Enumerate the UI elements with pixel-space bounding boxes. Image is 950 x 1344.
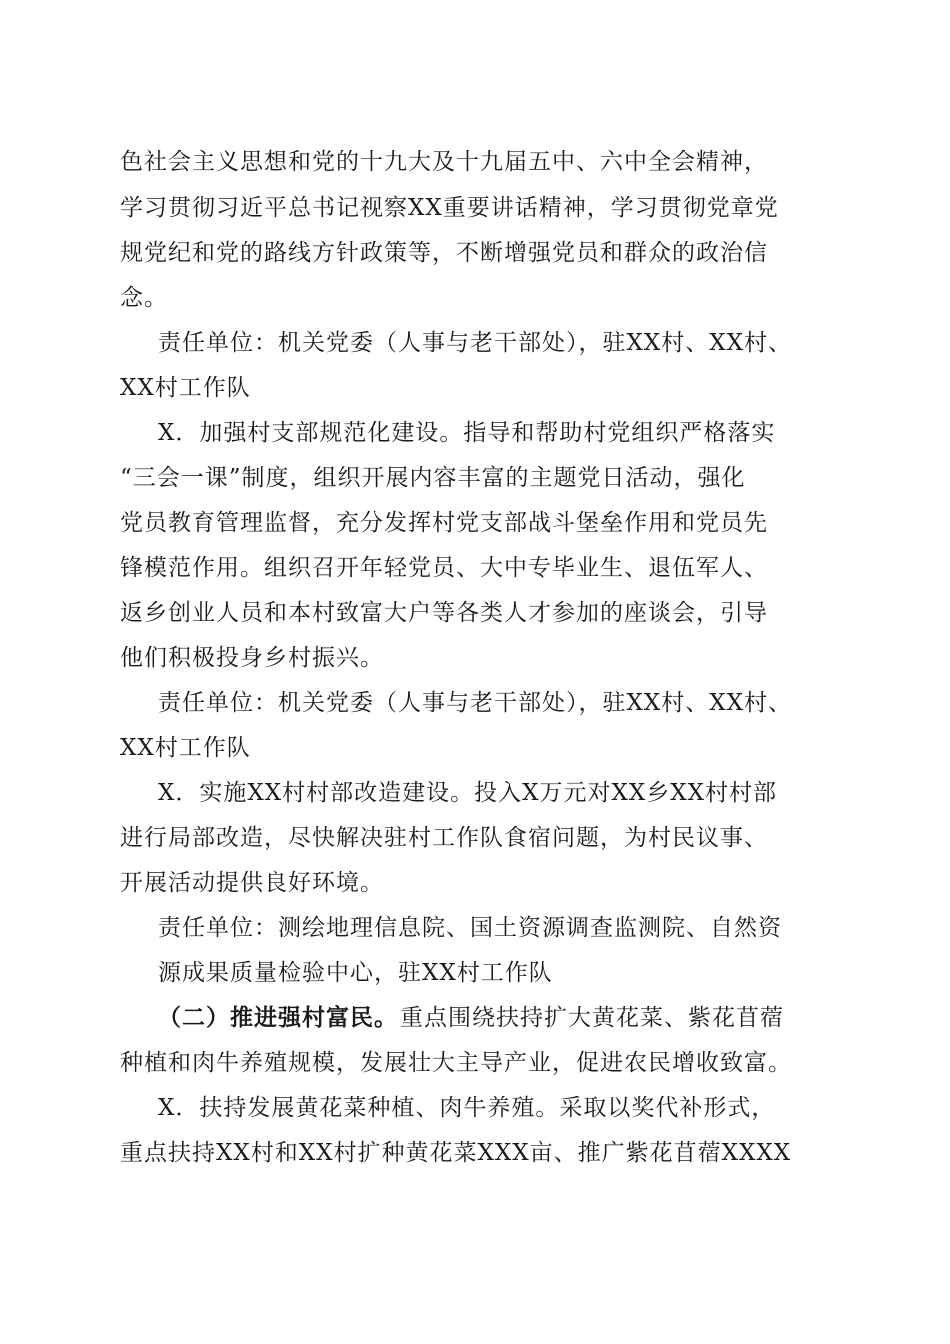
item-heading-line: X．加强村支部规范化建设。指导和帮助村党组织严格落实	[158, 420, 776, 446]
text-line: 开展活动提供良好环境。	[120, 870, 384, 896]
text-line: XX村工作队	[120, 735, 251, 761]
text-line: 他们积极投身乡村振兴。	[120, 645, 384, 671]
responsible-unit-line: 责任单位：机关党委（人事与老干部处），驻XX村、XX村、	[158, 690, 792, 716]
text-line: 重点围绕扶持扩大黄花菜、紫花苜蓿	[400, 1005, 784, 1031]
text-line: 源成果质量检验中心，驻XX村工作队	[158, 960, 553, 986]
text-line: 色社会主义思想和党的十九大及十九届五中、六中全会精神，	[120, 149, 768, 175]
text-line: 返乡创业人员和本村致富大户等各类人才参加的座谈会，引导	[120, 600, 768, 626]
text-line: 学习贯彻习近平总书记视察XX重要讲话精神，学习贯彻党章党	[120, 195, 779, 221]
section-heading: （二）推进强村富民。	[158, 1004, 398, 1031]
item-heading-line: X．扶持发展黄花菜种植、肉牛养殖。采取以奖代补形式，	[158, 1095, 776, 1121]
item-heading-line: X．实施XX村村部改造建设。投入X万元对XX乡XX村村部	[158, 780, 777, 806]
text-line: 种植和肉牛养殖规模，发展壮大主导产业，促进农民增收致富。	[120, 1050, 792, 1076]
text-line: 重点扶持XX村和XX村扩种黄花菜XXX亩、推广紫花苜蓿XXXX	[120, 1140, 792, 1166]
text-line: XX村工作队	[120, 375, 251, 401]
text-line: 进行局部改造，尽快解决驻村工作队食宿问题，为村民议事、	[120, 825, 768, 851]
responsible-unit-line: 责任单位：机关党委（人事与老干部处），驻XX村、XX村、	[158, 330, 792, 356]
text-line: 念。	[120, 285, 168, 311]
text-line: 党员教育管理监督，充分发挥村党支部战斗堡垒作用和党员先	[120, 510, 768, 536]
text-line: “三会一课”制度，组织开展内容丰富的主题党日活动，强化	[120, 465, 746, 491]
text-line: 规党纪和党的路线方针政策等，不断增强党员和群众的政治信	[120, 240, 768, 266]
responsible-unit-line: 责任单位：测绘地理信息院、国土资源调查监测院、自然资	[158, 915, 782, 941]
text-line: 锋模范作用。组织召开年轻党员、大中专毕业生、退伍军人、	[120, 555, 768, 581]
